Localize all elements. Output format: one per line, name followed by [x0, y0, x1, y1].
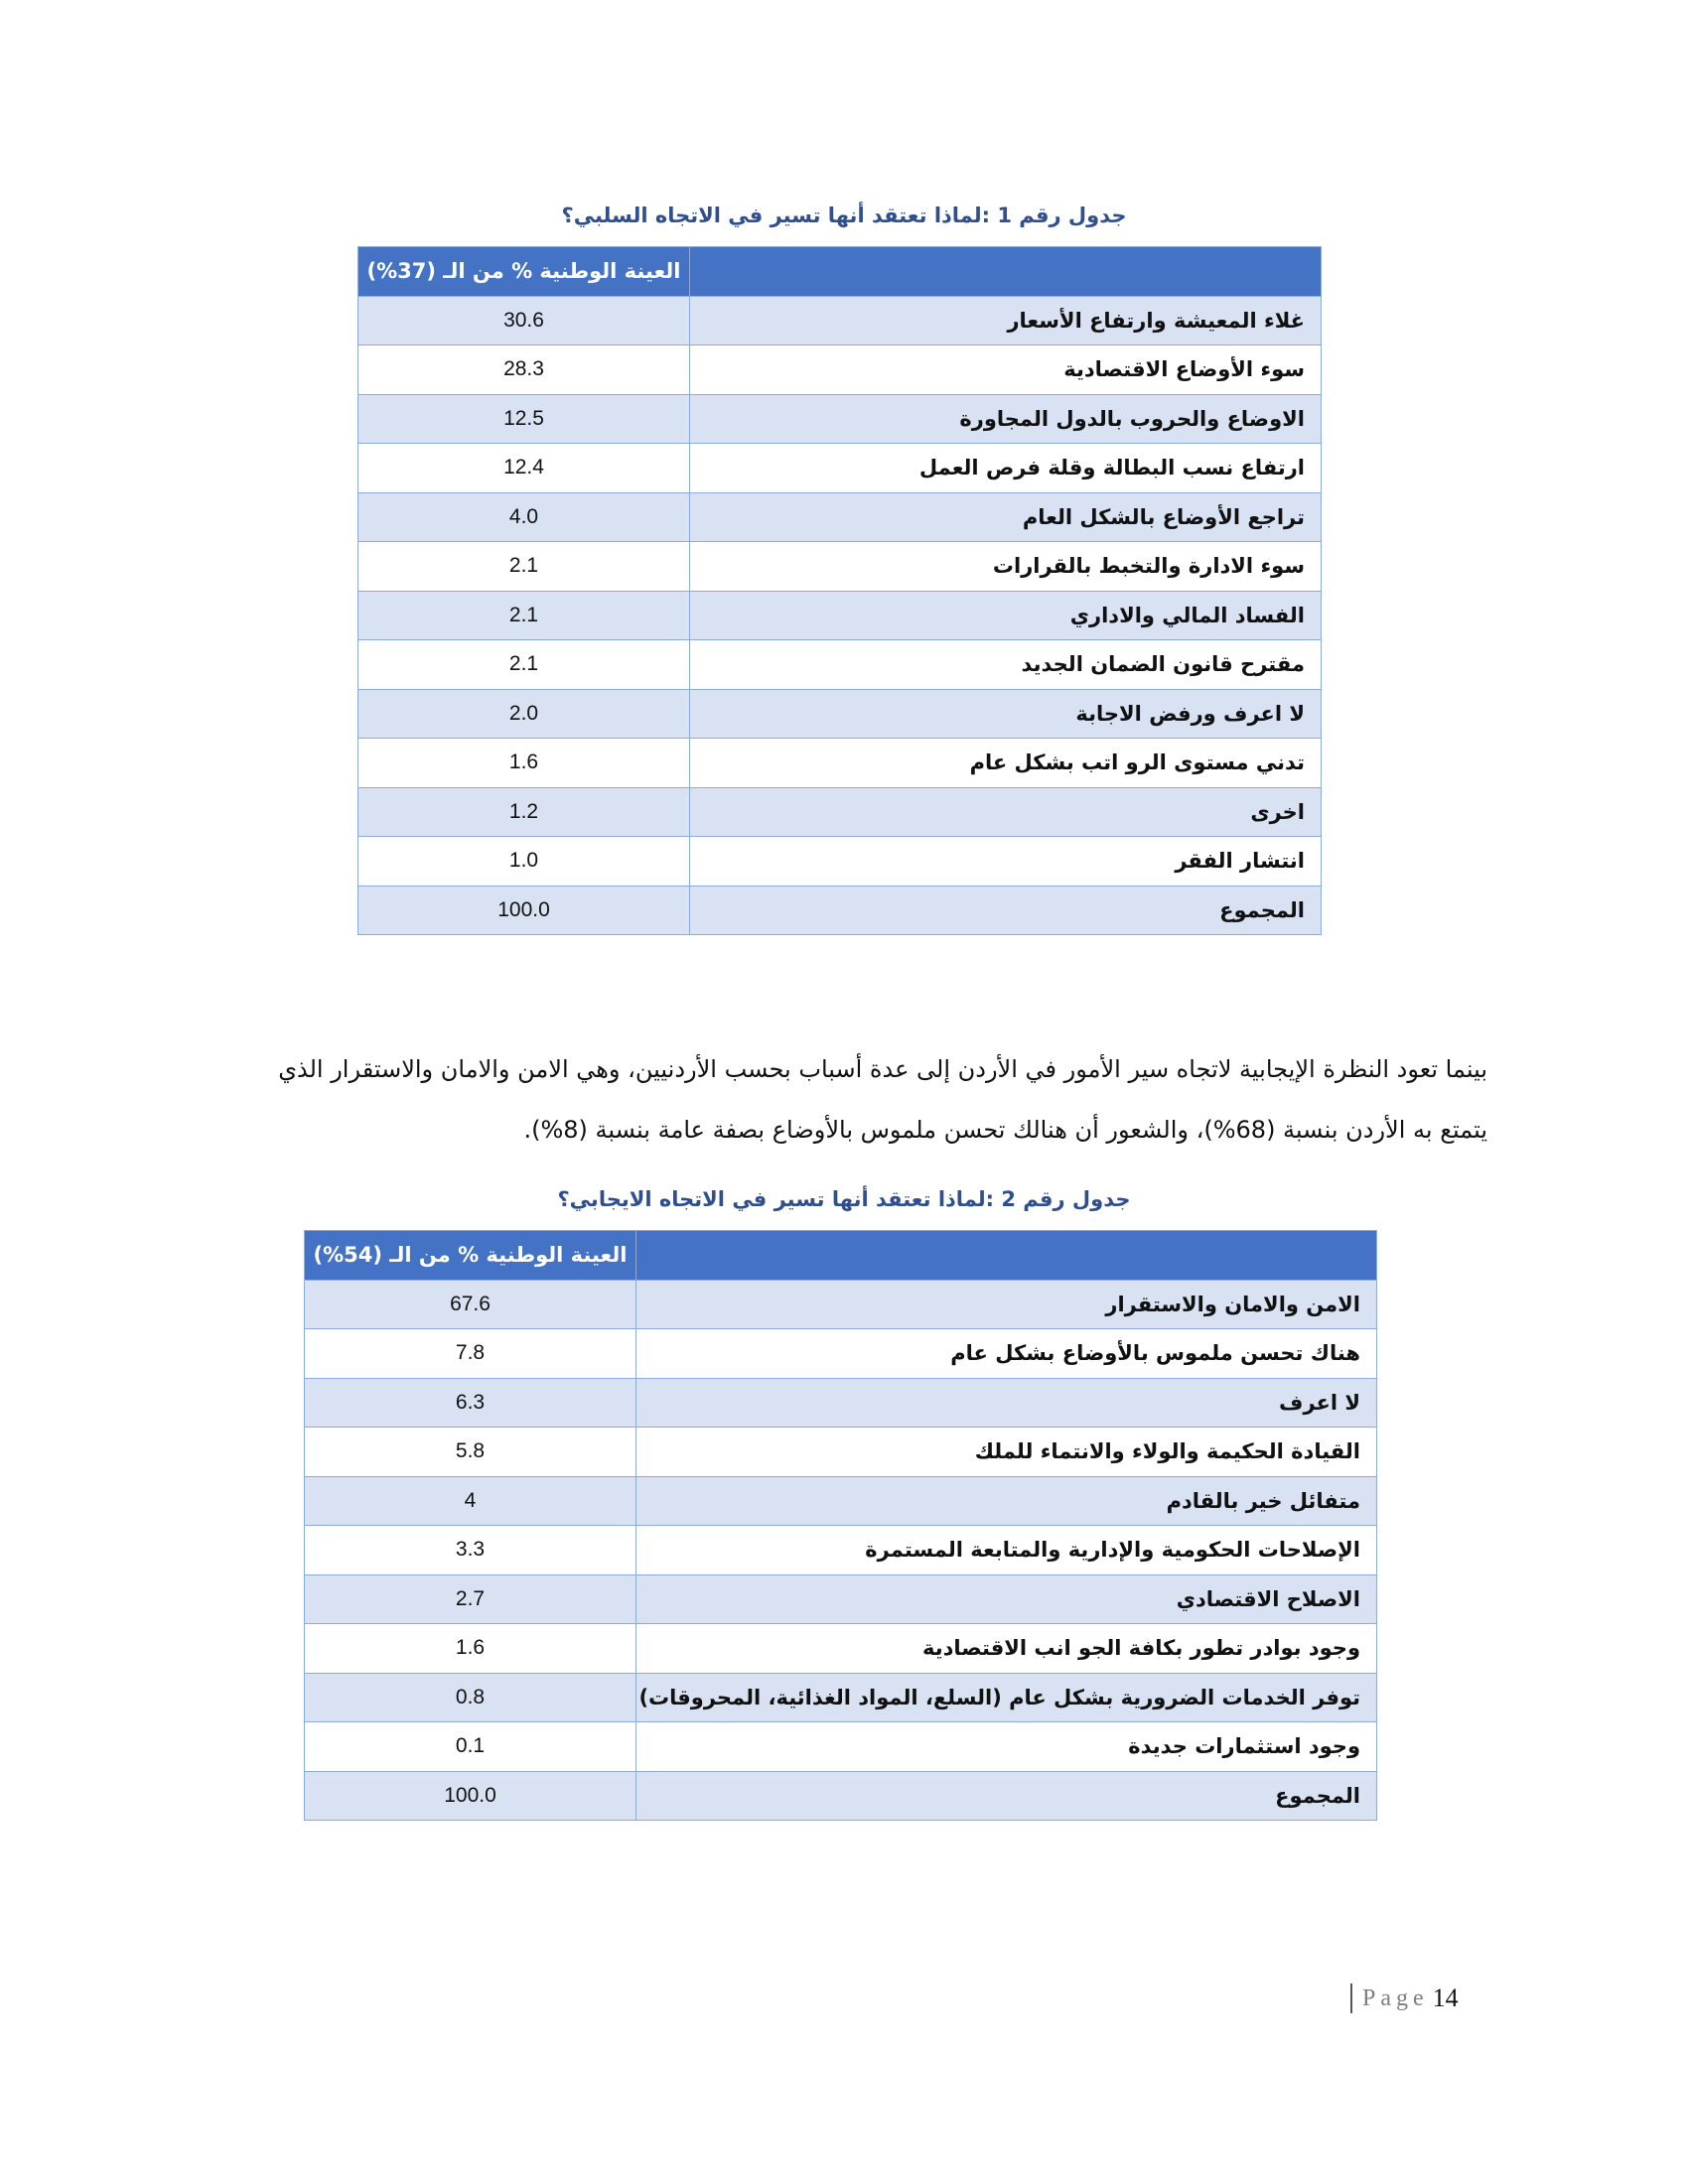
row-label: هناك تحسن ملموس بالأوضاع بشكل عام	[636, 1329, 1377, 1379]
value-column-header: العينة الوطنية % من الـ (37%)	[358, 247, 690, 297]
table-row	[305, 1624, 1377, 1674]
body-paragraph	[197, 1039, 1487, 1160]
row-label: سوء الأوضاع الاقتصادية	[690, 345, 1322, 395]
row-label: توفر الخدمات الضرورية بشكل عام (السلع، المواد الغذائية، المحروقات)	[636, 1673, 1377, 1722]
paragraph-line: يتمتع به الأردن بنسبة (68%)، والشعور أن هنالك تحسن ملموس بالأوضاع بصفة عامة بنسبة (8%).	[523, 1116, 1487, 1144]
row-value: 28.3	[358, 345, 690, 395]
row-label: الاصلاح الاقتصادي	[636, 1574, 1377, 1624]
row-value: 100.0	[305, 1771, 636, 1821]
table1	[357, 246, 1322, 935]
row-value: 1.6	[305, 1624, 636, 1674]
label-column-header	[636, 1231, 1377, 1281]
table-row	[305, 1476, 1377, 1526]
table-row	[305, 1722, 1377, 1772]
page-footer	[1350, 1980, 1459, 2016]
table-row	[305, 1329, 1377, 1379]
table-row	[358, 689, 1322, 739]
row-value: 2.1	[358, 591, 690, 640]
table-header-row	[305, 1231, 1377, 1281]
row-label: الفساد المالي والاداري	[690, 591, 1322, 640]
row-value: 12.4	[358, 444, 690, 493]
table-row	[358, 296, 1322, 345]
row-label: الامن والامان والاستقرار	[636, 1280, 1377, 1329]
table-row	[358, 591, 1322, 640]
row-label: اخرى	[690, 787, 1322, 837]
row-value: 0.8	[305, 1673, 636, 1722]
row-label: انتشار الفقر	[690, 837, 1322, 887]
row-label: المجموع	[636, 1771, 1377, 1821]
row-label: الاوضاع والحروب بالدول المجاورة	[690, 394, 1322, 444]
row-label: الإصلاحات الحكومية والإدارية والمتابعة المستمرة	[636, 1526, 1377, 1575]
table-row	[305, 1771, 1377, 1821]
table-row	[358, 640, 1322, 690]
table2	[304, 1230, 1377, 1821]
table-row	[305, 1280, 1377, 1329]
row-label: المجموع	[690, 886, 1322, 935]
footer-divider	[1350, 1983, 1352, 2013]
paragraph-line: بينما تعود النظرة الإيجابية لاتجاه سير الأمور في الأردن إلى عدة أسباب بحسب الأردنيين، وهي الامن والامان والاستقرار الذي	[278, 1055, 1487, 1083]
row-value: 67.6	[305, 1280, 636, 1329]
row-label: سوء الادارة والتخبط بالقرارات	[690, 542, 1322, 592]
row-value: 5.8	[305, 1428, 636, 1477]
table-row	[358, 492, 1322, 542]
row-label: غلاء المعيشة وارتفاع الأسعار	[690, 296, 1322, 345]
row-value: 1.0	[358, 837, 690, 887]
table-row	[358, 837, 1322, 887]
row-label: تدني مستوى الرو اتب بشكل عام	[690, 739, 1322, 788]
table-row	[358, 542, 1322, 592]
row-label: لا اعرف ورفض الاجابة	[690, 689, 1322, 739]
table2-caption: جدول رقم 2 :لماذا تعتقد أنها تسير في الاتجاه الايجابي؟	[557, 1187, 1131, 1211]
row-label: مقترح قانون الضمان الجديد	[690, 640, 1322, 690]
row-value: 2.7	[305, 1574, 636, 1624]
row-value: 2.1	[358, 640, 690, 690]
table-row	[305, 1428, 1377, 1477]
table-row	[358, 739, 1322, 788]
row-value: 1.6	[358, 739, 690, 788]
row-value: 30.6	[358, 296, 690, 345]
table-row	[358, 787, 1322, 837]
label-column-header	[690, 247, 1322, 297]
row-label: تراجع الأوضاع بالشكل العام	[690, 492, 1322, 542]
row-label: وجود استثمارات جديدة	[636, 1722, 1377, 1772]
table1-caption: جدول رقم 1 :لماذا تعتقد أنها تسير في الاتجاه السلبي؟	[561, 204, 1127, 227]
row-value: 6.3	[305, 1378, 636, 1428]
row-value: 2.0	[358, 689, 690, 739]
table-row	[358, 345, 1322, 395]
row-value: 2.1	[358, 542, 690, 592]
row-label: متفائل خير بالقادم	[636, 1476, 1377, 1526]
row-label: لا اعرف	[636, 1378, 1377, 1428]
table-row	[305, 1673, 1377, 1722]
row-label: وجود بوادر تطور بكافة الجو انب الاقتصادية	[636, 1624, 1377, 1674]
table-row	[305, 1574, 1377, 1624]
table-row	[305, 1378, 1377, 1428]
row-value: 0.1	[305, 1722, 636, 1772]
row-label: القيادة الحكيمة والولاء والانتماء للملك	[636, 1428, 1377, 1477]
row-value: 7.8	[305, 1329, 636, 1379]
row-value: 4	[305, 1476, 636, 1526]
row-value: 100.0	[358, 886, 690, 935]
row-value: 1.2	[358, 787, 690, 837]
row-value: 3.3	[305, 1526, 636, 1575]
table-row	[358, 886, 1322, 935]
table-header-row	[358, 247, 1322, 297]
page-label: Page	[1362, 1984, 1429, 2011]
value-column-header: العينة الوطنية % من الـ (54%)	[305, 1231, 636, 1281]
table-row	[358, 444, 1322, 493]
row-label: ارتفاع نسب البطالة وقلة فرص العمل	[690, 444, 1322, 493]
row-value: 12.5	[358, 394, 690, 444]
row-value: 4.0	[358, 492, 690, 542]
page-number: 14	[1432, 1983, 1459, 2012]
table-row	[305, 1526, 1377, 1575]
table-row	[358, 394, 1322, 444]
